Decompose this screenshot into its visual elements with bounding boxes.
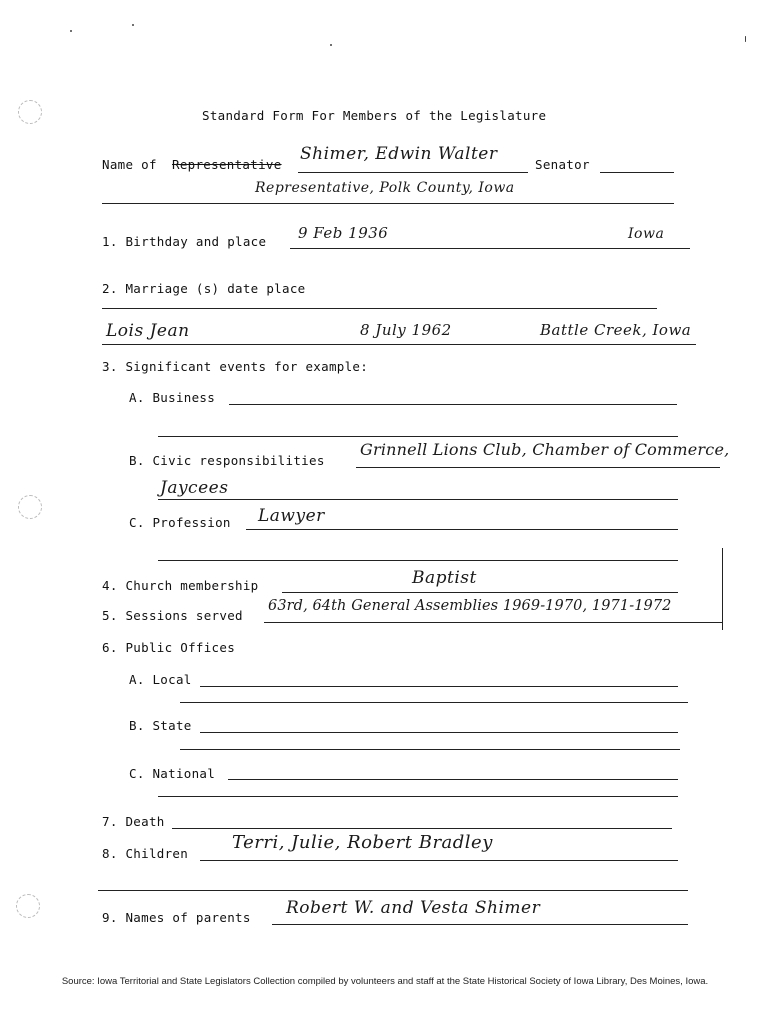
children-line: [200, 860, 678, 861]
parents-label: 9. Names of parents: [102, 910, 251, 925]
scan-speck: [745, 36, 746, 42]
sessions-line: [264, 622, 722, 623]
birthday-value: 9 Feb 1936: [298, 224, 389, 242]
business-label: A. Business: [129, 390, 216, 405]
children-value: Terri, Julie, Robert Bradley: [232, 832, 493, 853]
parents-value: Robert W. and Vesta Shimer: [286, 898, 541, 918]
marriage-line-1: [102, 308, 657, 309]
source-footer: Source: Iowa Territorial and State Legislators Collection compiled by volunteers and staff at the State Historical Society of Iowa Library, Des Moines, Iowa.: [61, 976, 709, 987]
parents-line: [272, 924, 688, 925]
profession-label: C. Profession: [129, 515, 231, 530]
business-line-2: [158, 436, 678, 437]
profession-value: Lawyer: [258, 506, 325, 526]
punch-hole: [18, 100, 42, 124]
marriage-place: Battle Creek, Iowa: [540, 321, 692, 339]
scan-speck: [70, 30, 72, 32]
children-line-2: [98, 890, 688, 891]
civic-label: B. Civic responsibilities: [129, 453, 325, 468]
punch-hole: [16, 894, 40, 918]
profession-line-2: [158, 560, 678, 561]
birthday-line: [290, 248, 690, 249]
national-line: [228, 779, 678, 780]
national-label: C. National: [129, 766, 216, 781]
scan-speck: [132, 24, 134, 26]
marriage-date: 8 July 1962: [360, 321, 452, 339]
national-line-2: [158, 796, 678, 797]
punch-hole: [18, 495, 42, 519]
civic-line: [356, 467, 720, 468]
local-line: [200, 686, 678, 687]
significant-events-label: 3. Significant events for example:: [102, 359, 369, 374]
children-label: 8. Children: [102, 846, 189, 861]
name-struck-label: Representative: [172, 157, 282, 172]
margin-line: [722, 548, 723, 630]
name-line2-value: Representative, Polk County, Iowa: [255, 180, 515, 196]
name-value: Shimer, Edwin Walter: [300, 144, 498, 164]
birthday-label: 1. Birthday and place: [102, 234, 267, 249]
form-title: Standard Form For Members of the Legislature: [202, 108, 547, 123]
name-label: Name of: [102, 157, 157, 172]
name-line2: [102, 203, 674, 204]
state-line-2: [180, 749, 680, 750]
marriage-name: Lois Jean: [106, 321, 190, 341]
marriage-line-2: [102, 344, 696, 345]
civic-line-2: [158, 499, 678, 500]
scan-speck: [330, 44, 332, 46]
senator-label: Senator: [535, 157, 590, 172]
birthday-place: Iowa: [628, 226, 665, 242]
business-line: [229, 404, 677, 405]
church-value: Baptist: [412, 568, 477, 588]
death-label: 7. Death: [102, 814, 165, 829]
civic-value: Grinnell Lions Club, Chamber of Commerce,: [360, 440, 730, 459]
profession-line: [246, 529, 678, 530]
civic-value-2: Jaycees: [160, 478, 229, 498]
marriage-label: 2. Marriage (s) date place: [102, 281, 306, 296]
state-label: B. State: [129, 718, 192, 733]
death-line: [172, 828, 672, 829]
church-line: [282, 592, 678, 593]
sessions-value: 63rd, 64th General Assemblies 1969-1970, 1971-1972: [268, 598, 672, 614]
senator-line: [600, 172, 674, 173]
state-line: [200, 732, 678, 733]
sessions-label: 5. Sessions served: [102, 608, 243, 623]
church-label: 4. Church membership: [102, 578, 259, 593]
local-label: A. Local: [129, 672, 192, 687]
name-line: [298, 172, 528, 173]
public-offices-label: 6. Public Offices: [102, 640, 236, 655]
local-line-2: [180, 702, 688, 703]
